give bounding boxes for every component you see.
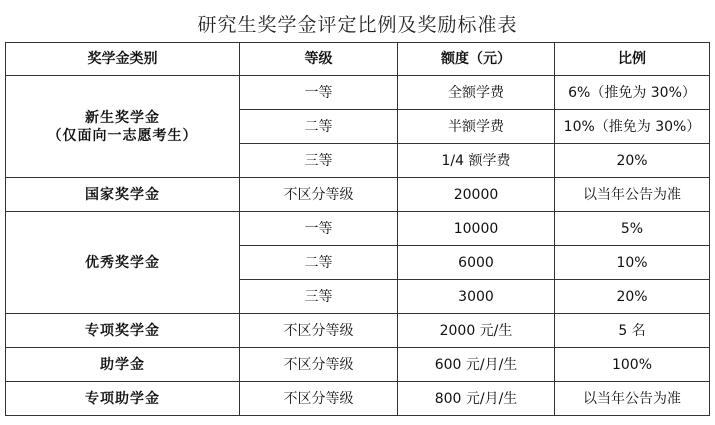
level-cell: 不区分等级 xyxy=(240,348,398,382)
table-row xyxy=(6,382,710,416)
amount-cell: 1/4 额学费 xyxy=(398,144,555,178)
level-cell: 三等 xyxy=(240,144,398,178)
header-amount: 额度（元） xyxy=(398,43,555,76)
ratio-cell: 20% xyxy=(555,144,710,178)
ratio-cell: 10%（推免为 30%） xyxy=(555,110,710,144)
level-cell: 一等 xyxy=(240,212,398,246)
ratio-cell: 以当年公告为准 xyxy=(555,178,710,212)
category-cell-youxiu: 优秀奖学金 xyxy=(6,212,240,314)
ratio-cell: 6%（推免为 30%） xyxy=(555,76,710,110)
category-note: （仅面向一志愿考生） xyxy=(47,127,198,144)
ratio-cell: 5% xyxy=(555,212,710,246)
amount-cell: 10000 xyxy=(398,212,555,246)
category-cell-zhuxue: 助学金 xyxy=(6,348,240,382)
document-title: 研究生奖学金评定比例及奖励标准表 xyxy=(197,14,518,36)
level-cell: 不区分等级 xyxy=(240,382,398,416)
level-cell: 一等 xyxy=(240,76,398,110)
amount-cell: 600 元/月/生 xyxy=(398,348,555,382)
ratio-cell: 以当年公告为准 xyxy=(555,382,710,416)
category-name: 新生奖学金 xyxy=(85,109,160,126)
ratio-cell: 100% xyxy=(555,348,710,382)
level-cell: 三等 xyxy=(240,280,398,314)
table-row xyxy=(6,178,710,212)
header-category: 奖学金类别 xyxy=(6,43,240,76)
scholarship-table xyxy=(5,42,710,416)
category-cell-xinsheng xyxy=(6,76,240,178)
ratio-cell: 20% xyxy=(555,280,710,314)
table-row xyxy=(6,212,710,246)
ratio-cell: 5 名 xyxy=(555,314,710,348)
header-level: 等级 xyxy=(240,43,398,76)
table-row xyxy=(6,314,710,348)
amount-cell: 3000 xyxy=(398,280,555,314)
level-cell: 二等 xyxy=(240,110,398,144)
category-cell-guojia: 国家奖学金 xyxy=(6,178,240,212)
level-cell: 不区分等级 xyxy=(240,178,398,212)
amount-cell: 800 元/月/生 xyxy=(398,382,555,416)
header-row xyxy=(6,43,710,76)
amount-cell: 20000 xyxy=(398,178,555,212)
amount-cell: 全额学费 xyxy=(398,76,555,110)
ratio-cell: 10% xyxy=(555,246,710,280)
level-cell: 二等 xyxy=(240,246,398,280)
table-row xyxy=(6,348,710,382)
level-cell: 不区分等级 xyxy=(240,314,398,348)
category-cell-zhuanxiang-jiang: 专项奖学金 xyxy=(6,314,240,348)
amount-cell: 半额学费 xyxy=(398,110,555,144)
category-cell-zhuanxiang-zhu: 专项助学金 xyxy=(6,382,240,416)
amount-cell: 2000 元/生 xyxy=(398,314,555,348)
table-row xyxy=(6,76,710,110)
header-ratio: 比例 xyxy=(555,43,710,76)
amount-cell: 6000 xyxy=(398,246,555,280)
